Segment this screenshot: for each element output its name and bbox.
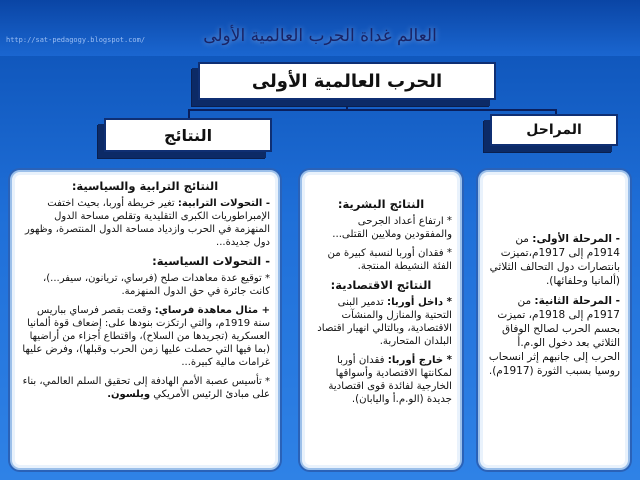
inside-europe-text: تدمير البنى التحتية والمنازل والمنشآت الاقتصادية، وبالتالي انهيار اقتصاد البلدان المتحاربة.: [317, 297, 452, 347]
second-stage-label: - المرحلة الثانية:: [534, 295, 620, 307]
human-item-2: * فقدان أوربا لنسبة كبيرة من الفئة النشيطة المنتجة.: [327, 248, 452, 272]
stages-panel: [478, 170, 630, 470]
versailles-block: [20, 304, 270, 369]
results-panel: [10, 170, 280, 470]
results-header-box: النتائج: [104, 118, 272, 152]
political-text: * توقيع عدة معاهدات صلح (فرساي، تريانون، سيفر...)، كانت جائرة في حق الدول المنهزمة.: [43, 273, 270, 297]
territorial-label: - التحولات الترابية:: [177, 198, 270, 209]
outside-europe-label: * خارج أوربا:: [387, 355, 452, 366]
versailles-label: + مثال معاهدة فرساي:: [154, 305, 270, 316]
inside-europe-label: * داخل أوربا:: [387, 297, 452, 308]
inside-europe-block: [310, 296, 452, 348]
league-text: * تأسيس عصبة الأمم الهادفة إلى تحقيق السلم العالمي، بناء على مبادئ الرئيس الأمريكي: [22, 376, 270, 400]
league-name: ويلسون.: [107, 389, 151, 400]
territorial-block: [20, 197, 270, 249]
league-block: [20, 375, 270, 401]
main-topic-box: الحرب العالمية الأولى: [198, 62, 496, 100]
second-stage-text: من 1917م إلى 1918م، تميزت بحسم الحرب لصالح الوفاق الثلاثي بعد دخول الو.م.أ الحرب إلى جانبهم إثر انسحاب روسيا بسبب الثورة (1917م).: [488, 295, 620, 377]
second-stage-block: [488, 294, 620, 378]
human-item-1: * ارتفاع أعداد الجرحى والمفقودين وملايين القتلى...: [332, 216, 452, 240]
political-label: - التحولات السياسية:: [152, 254, 270, 268]
first-stage-block: [488, 232, 620, 288]
page-title: العالم غداة الحرب العالمية الأولى: [203, 26, 437, 46]
first-stage-text: من 1914م إلى 1917م،تميزت بانتصارات دول التحالف الثلاثي (ألمانيا وحلفائها).: [489, 233, 620, 287]
top-banner: [0, 0, 640, 56]
territorial-political-title: النتائج الترابية والسياسية:: [71, 179, 219, 193]
human-economic-panel: [300, 170, 462, 470]
economic-results-title: النتائج الاقتصادية:: [330, 278, 432, 292]
territorial-text: تغير خريطة أوربا، بحيث اختفت الإمبراطوريات الكبرى التقليدية وتقلص مساحة الدول المنهزمة في الحرب وازدياد مساحة الدول المنتصرة، وظهور دول جديدة...: [25, 198, 270, 248]
versailles-text: وقعت بقصر فرساي بباريس سنة 1919م، والتي ارتكزت بنودها على: إضعاف قوة ألمانيا العسكرية (تجريدها من السلاح)، واقتطاع أجزاء من أراضيها (بما فيها التي حصلت عليها زمن الحرب وقبلها)، وفرض عليها غرامات مالية كبيرة...: [22, 305, 270, 368]
outside-europe-text: فقدان أوربا لمكانتها الاقتصادية وأسواقها الخارجية لفائدة قوى اقتصادية جديدة (الو.م.أ واليابان).: [328, 355, 452, 405]
first-stage-label: - المرحلة الأولى:: [532, 233, 620, 245]
blog-url: http://sat-pedagogy.blogspot.com/: [6, 36, 146, 44]
connector-horizontal: [188, 109, 556, 111]
outside-europe-block: [310, 354, 452, 406]
stages-header-box: المراحل: [490, 114, 618, 146]
human-results-title: النتائج البشرية:: [337, 197, 425, 211]
